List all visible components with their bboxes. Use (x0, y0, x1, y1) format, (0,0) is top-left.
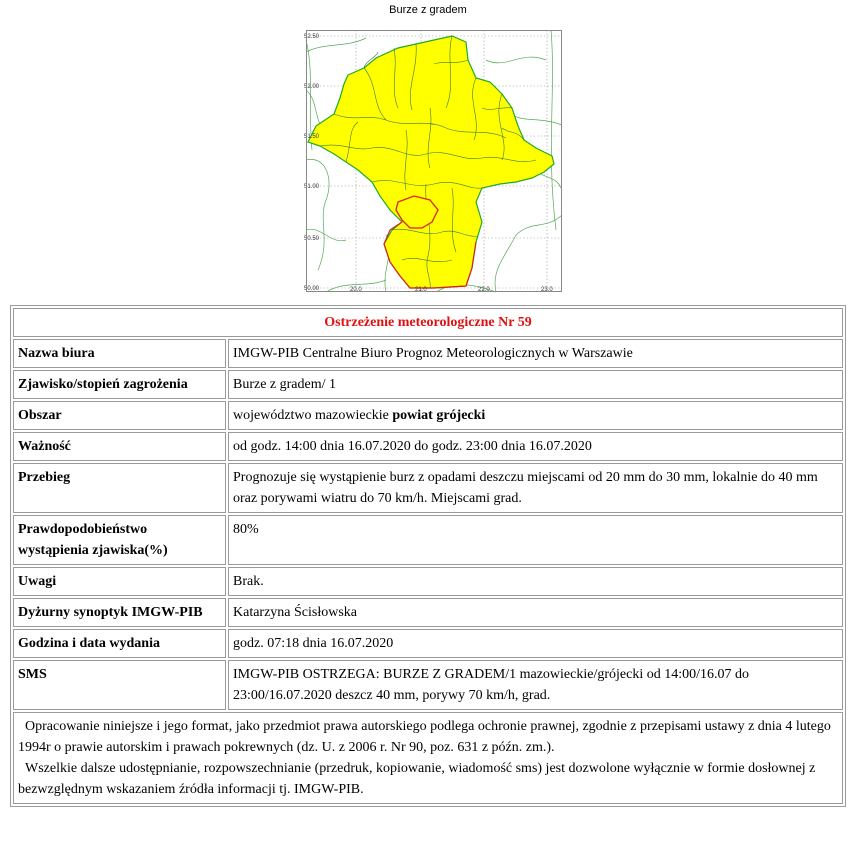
row-label: Zjawisko/stopień zagrożenia (13, 370, 226, 399)
copyright-text: Wszelkie dalsze udostępnianie, rozpowszechnianie (przedruk, kopiowanie, wiadomość sms) jest dozwolone wyłącznie w formie dosłownej z bezwzględnym wskazaniem źródła informacji tj. IMGW-PIB. (18, 761, 816, 797)
lon-tick: 22.0 (478, 287, 490, 293)
row-label: Obszar (13, 401, 226, 430)
table-row (13, 515, 843, 565)
row-label: Godzina i data wydania (13, 629, 226, 658)
lat-tick: 50.50 (304, 236, 320, 242)
table-row (13, 660, 843, 710)
table-row (13, 598, 843, 627)
row-value: godz. 07:18 dnia 16.07.2020 (228, 629, 843, 658)
row-value-area (228, 401, 843, 430)
copyright-paragraph (18, 758, 838, 800)
warning-table (10, 305, 846, 807)
row-label: Uwagi (13, 567, 226, 596)
row-value: IMGW-PIB Centralne Biuro Prognoz Meteorologicznych w Warszawie (228, 339, 843, 368)
table-row (13, 432, 843, 461)
table-row (13, 401, 843, 430)
table-row (13, 463, 843, 513)
row-value: Katarzyna Ścisłowska (228, 598, 843, 627)
row-value: IMGW-PIB OSTRZEGA: BURZE Z GRADEM/1 mazowieckie/grójecki od 14:00/16.07 do 23:00/16.07.2020 deszcz 40 mm, porywy 70 km/h, grad. (228, 660, 843, 710)
warning-heading: Ostrzeżenie meteorologiczne Nr 59 (13, 308, 843, 337)
lat-tick: 52.00 (304, 84, 320, 90)
copyright-paragraph (18, 716, 838, 758)
table-footer-row (13, 712, 843, 804)
row-label: Dyżurny synoptyk IMGW-PIB (13, 598, 226, 627)
table-row (13, 567, 843, 596)
warning-map (306, 30, 562, 292)
row-value: 80% (228, 515, 843, 565)
lat-tick: 51.00 (304, 184, 320, 190)
row-value: od godz. 14:00 dnia 16.07.2020 do godz. 23:00 dnia 16.07.2020 (228, 432, 843, 461)
map-title: Burze z gradem (389, 4, 467, 16)
table-row (13, 339, 843, 368)
row-value: Burze z gradem/ 1 (228, 370, 843, 399)
warning-map-svg (306, 30, 562, 292)
lon-tick: 23.0 (541, 287, 553, 293)
lat-tick: 51.50 (304, 134, 320, 140)
copyright-notice (13, 712, 843, 804)
row-value: Prognozuje się wystąpienie burz z opadami deszczu miejscami od 20 mm do 30 mm, lokalnie do 40 mm oraz porywami wiatru do 70 km/h. Miejscami grad. (228, 463, 843, 513)
row-label: SMS (13, 660, 226, 710)
row-label: Nazwa biura (13, 339, 226, 368)
copyright-text: Opracowanie niniejsze i jego format, jako przedmiot prawa autorskiego podlega ochronie prawnej, zgodnie z przepisami ustawy z dnia 4 lutego 1994r o prawie autorskim i prawach pokrewnych (dz. U. z 2006 r. Nr 90, poz. 631 z późn. zm.). (18, 719, 831, 755)
row-label: Prawdopodobieństwo wystąpienia zjawiska(%) (13, 515, 226, 565)
row-label: Przebieg (13, 463, 226, 513)
table-heading-row (13, 308, 843, 337)
area-voivodeship: województwo mazowieckie (233, 408, 389, 423)
lon-tick: 21.0 (415, 287, 427, 293)
area-county: powiat grójecki (392, 408, 486, 423)
lat-tick: 50.00 (304, 286, 320, 292)
table-row (13, 370, 843, 399)
table-row (13, 629, 843, 658)
row-label: Ważność (13, 432, 226, 461)
row-value: Brak. (228, 567, 843, 596)
lon-tick: 20.0 (350, 287, 362, 293)
lat-tick: 52.50 (304, 34, 320, 40)
